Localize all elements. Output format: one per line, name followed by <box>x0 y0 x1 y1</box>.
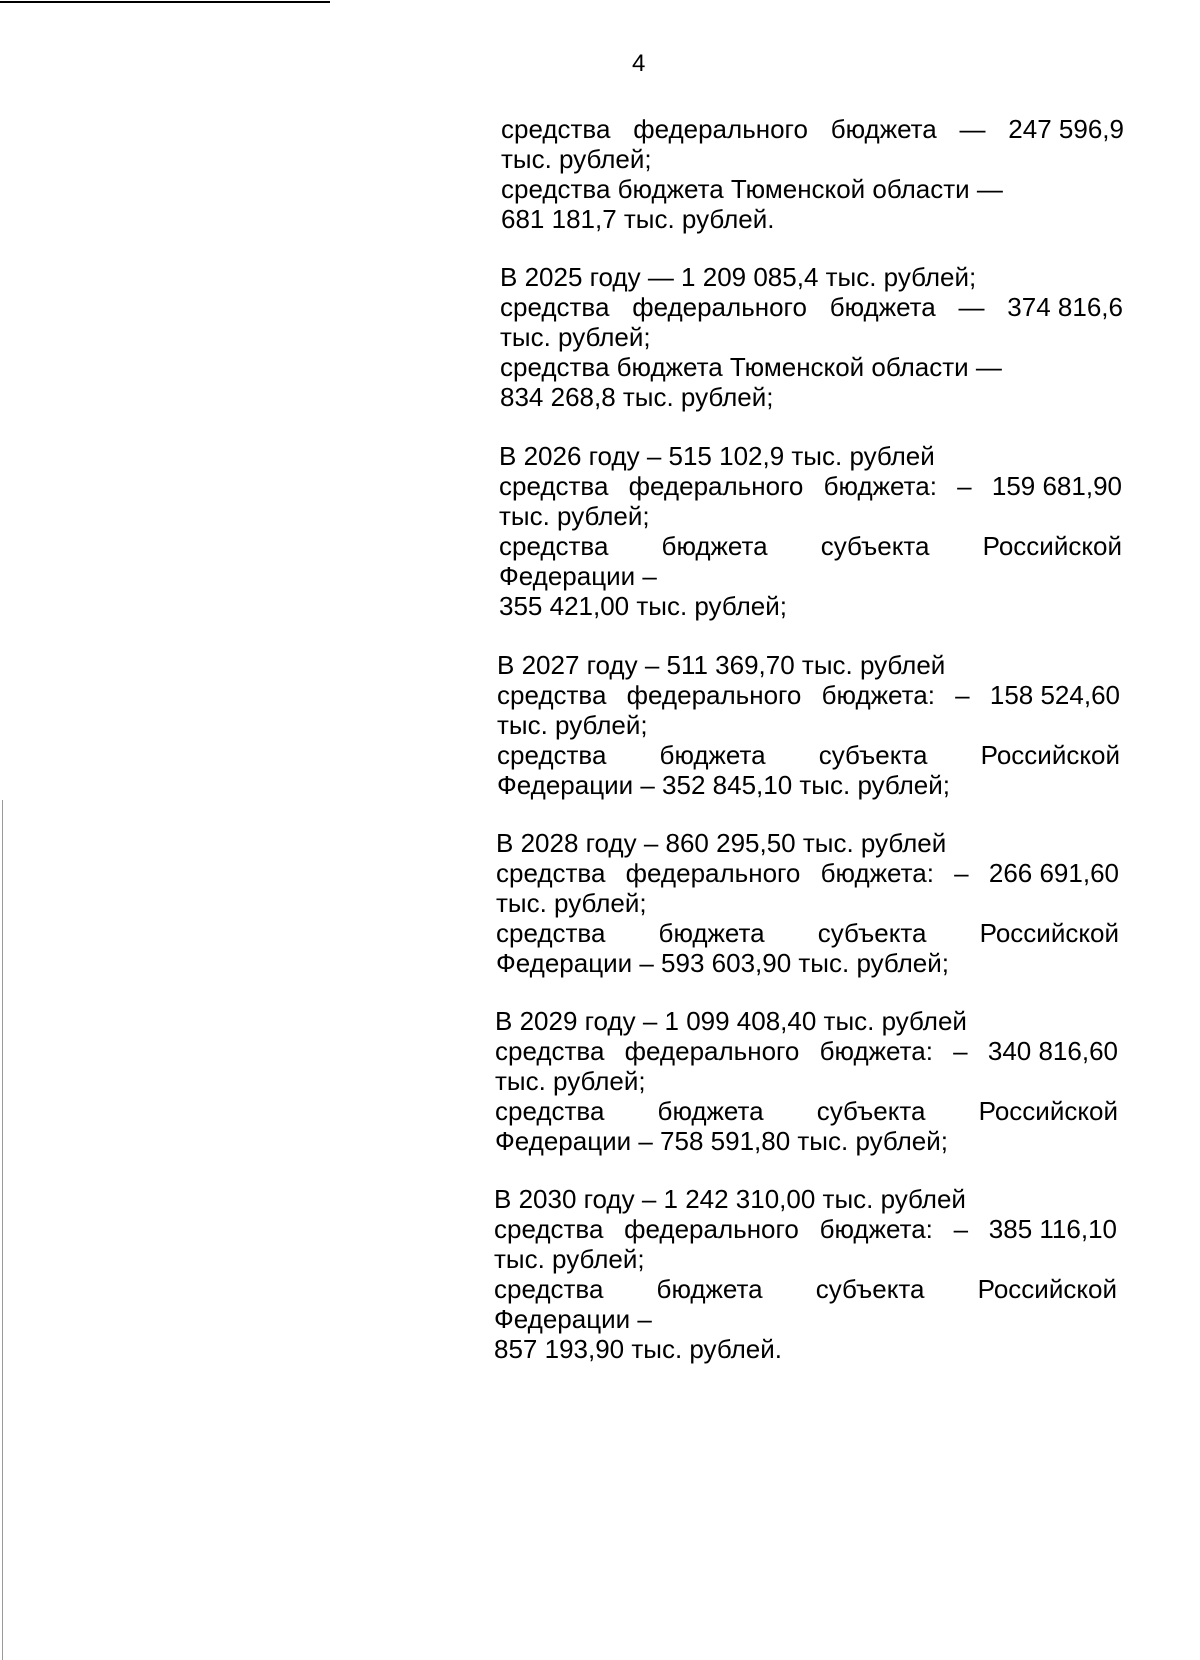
regional-budget-line-2029: средства бюджета субъекта Российской <box>495 1096 1118 1126</box>
federal-budget-line-2028: средства федерального бюджета: – 266 691,60 <box>496 858 1119 888</box>
year-heading-2027: В 2027 году – 511 369,70 тыс. рублей <box>497 650 946 680</box>
federal-budget-unit-2028: тыс. рублей; <box>496 888 647 918</box>
federal-budget-line-2024: средства федерального бюджета — 247 596,9 <box>501 114 1124 144</box>
federal-budget-line-2026: средства федерального бюджета: – 159 681,90 <box>499 471 1122 501</box>
regional-budget-line2-2027: Федерации – 352 845,10 тыс. рублей; <box>497 770 951 800</box>
regional-budget-line2-2029: Федерации – 758 591,80 тыс. рублей; <box>495 1126 949 1156</box>
federal-budget-unit-2030: тыс. рублей; <box>494 1244 645 1274</box>
federal-budget-unit-2025: тыс. рублей; <box>500 322 651 352</box>
regional-budget-line-2025: средства бюджета Тюменской области — <box>500 352 1002 382</box>
regional-budget-value-2024: 681 181,7 тыс. рублей. <box>501 204 775 234</box>
regional-budget-line-2030: средства бюджета субъекта Российской <box>494 1274 1117 1304</box>
federal-budget-unit-2029: тыс. рублей; <box>495 1066 646 1096</box>
regional-budget-line-2028: средства бюджета субъекта Российской <box>496 918 1119 948</box>
regional-budget-line2-2028: Федерации – 593 603,90 тыс. рублей; <box>496 948 950 978</box>
year-heading-2025: В 2025 году — 1 209 085,4 тыс. рублей; <box>500 262 977 292</box>
regional-budget-line-2026: средства бюджета субъекта Российской <box>499 531 1122 561</box>
scan-left-edge-line <box>2 800 3 1660</box>
year-heading-2030: В 2030 году – 1 242 310,00 тыс. рублей <box>494 1184 966 1214</box>
year-heading-2029: В 2029 году – 1 099 408,40 тыс. рублей <box>495 1006 967 1036</box>
federal-budget-line-2030: средства федерального бюджета: – 385 116,10 <box>494 1214 1117 1244</box>
regional-budget-line-2027: средства бюджета субъекта Российской <box>497 740 1120 770</box>
year-heading-2026: В 2026 году – 515 102,9 тыс. рублей <box>499 441 935 471</box>
federal-budget-line-2029: средства федерального бюджета: – 340 816,60 <box>495 1036 1118 1066</box>
regional-budget-line2-2030: Федерации – <box>494 1304 652 1334</box>
regional-budget-line-2024: средства бюджета Тюменской области — <box>501 174 1003 204</box>
federal-budget-line-2027: средства федерального бюджета: – 158 524,60 <box>497 680 1120 710</box>
federal-budget-line-2025: средства федерального бюджета — 374 816,6 <box>500 292 1123 322</box>
federal-budget-unit-2026: тыс. рублей; <box>499 501 650 531</box>
year-heading-2028: В 2028 году – 860 295,50 тыс. рублей <box>496 828 947 858</box>
regional-budget-line2-2026: Федерации – <box>499 561 657 591</box>
regional-budget-value-2030: 857 193,90 тыс. рублей. <box>494 1334 782 1364</box>
federal-budget-unit-2027: тыс. рублей; <box>497 710 648 740</box>
page-number: 4 <box>632 50 646 77</box>
regional-budget-value-2025: 834 268,8 тыс. рублей; <box>500 382 774 412</box>
scan-top-rule <box>0 1 330 3</box>
federal-budget-unit-2024: тыс. рублей; <box>501 144 652 174</box>
regional-budget-value-2026: 355 421,00 тыс. рублей; <box>499 591 787 621</box>
